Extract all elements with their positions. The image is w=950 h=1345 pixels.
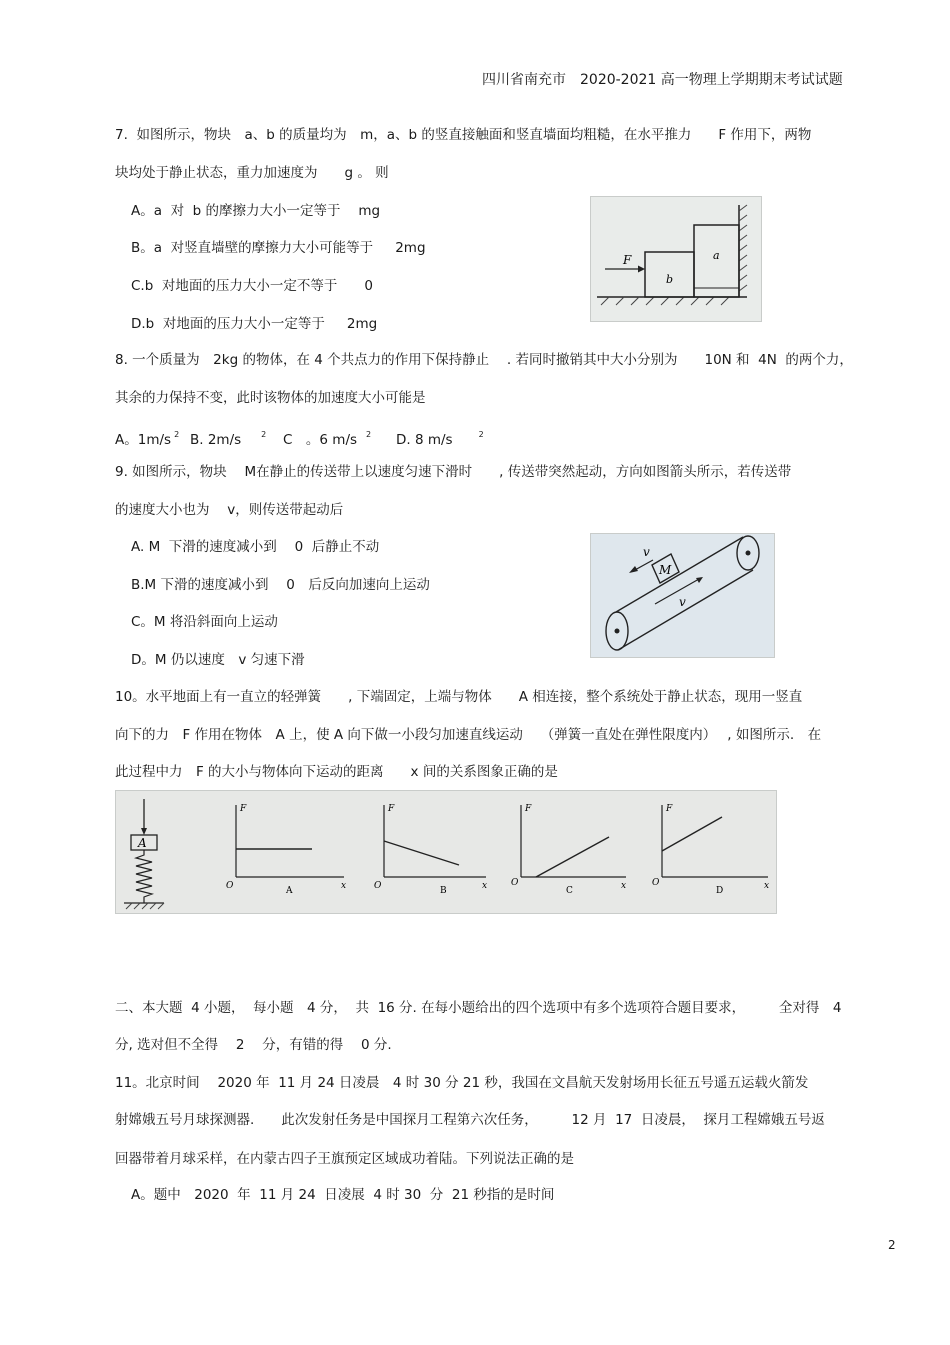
force-label: F (623, 253, 632, 267)
spring (136, 850, 152, 903)
q8-stem-line2: 其余的力保持不变，此时该物体的加速度大小可能是 (115, 390, 426, 406)
q11-option-a: A。题中 2020 年 11 月 24 日凌展 4 时 30 分 21 秒指的是时间 (131, 1187, 555, 1203)
q11-stem-line3: 回器带着月球采样，在内蒙古四子王旗预定区域成功着陆。下列说法正确的是 (115, 1151, 574, 1167)
graph-d-caption: D (716, 886, 724, 896)
graph-d-f-label: F (666, 804, 673, 814)
q8-option-b: B. 2m/s $^2$ (190, 430, 267, 448)
upper-roller-axle (746, 551, 751, 556)
q10-graphs-figure (115, 790, 777, 914)
q9-stem-line2: 的速度大小也为 v，则传送带起动后 (115, 502, 344, 518)
q7-option-a: A。a 对 b 的摩擦力大小一定等于 mg (131, 203, 381, 219)
graph-b-x-label: x (482, 881, 488, 891)
q8-option-d: D. 8 m/s $^2$ (396, 430, 484, 448)
q11-stem-line1: 11。北京时间 2020 年 11 月 24 日凌晨 4 时 30 分 21 秒，我国在文昌航天发射场用长征五号遥五运载火箭发 (115, 1075, 809, 1091)
graph-b-origin: O (374, 881, 382, 891)
graph-d-origin: O (652, 878, 660, 888)
graph-c-origin: O (511, 878, 519, 888)
page-header: 四川省南充市 2020-2021 高一物理上学期期末考试试题 (482, 72, 843, 88)
velocity-label-belt: v (679, 595, 686, 609)
q9-stem-line1: 9. 如图所示，物块 M在静止的传送带上以速度匀速下滑时 , 传送带突然起动，方向如图箭头所示，若传送带 (115, 464, 792, 480)
section2-instructions-line1: 二、本大题 4 小题， 每小题 4 分， 共 16 分. 在每小题给出的四个选项中有多个选项符合题目要求， 全对得 4 (115, 1000, 842, 1016)
wall-hatch (739, 205, 747, 291)
block-a-label: A (138, 836, 147, 850)
velocity-arrowhead-m (629, 566, 638, 573)
belt-bottom-edge (618, 570, 753, 650)
graph-a-origin: O (226, 881, 234, 891)
q10-stem-line2: 向下的力 F 作用在物体 A 上，使 A 向下做一小段匀加速直线运动 （弹簧一直处在弹性限度内） , 如图所示. 在 (115, 727, 822, 743)
velocity-label-m: v (643, 545, 650, 559)
q10-stem-line1: 10。水平地面上有一直立的轻弹簧 , 下端固定，上端与物体 A 相连接，整个系统处于静止状态，现用一竖直 (115, 689, 803, 705)
q7-option-c: C.b 对地面的压力大小一定不等于 0 (131, 278, 373, 294)
graph-b-caption: B (440, 886, 447, 896)
q10-stem-line3: 此过程中力 F 的大小与物体向下运动的距离 x 间的关系图象正确的是 (115, 764, 558, 780)
q8-option-a: A。1m/s $^2$ (115, 430, 180, 448)
graph-d-x-label: x (764, 881, 770, 891)
graph-b-line (384, 841, 459, 865)
q7-blocks-figure (590, 196, 762, 322)
section2-instructions-line2: 分, 选对但不全得 2 分，有错的得 0 分. (115, 1037, 392, 1053)
q9-option-d: D。M 仍以速度 v 匀速下滑 (131, 652, 305, 668)
graph-d-line (662, 817, 722, 851)
graph-b-f-label: F (388, 804, 395, 814)
q9-conveyor-figure (590, 533, 775, 658)
q9-option-c: C。M 将沿斜面向上运动 (131, 614, 278, 630)
q9-option-a: A. M 下滑的速度减小到 0 后静止不动 (131, 539, 380, 555)
block-m-label: M (659, 563, 672, 577)
spring-ground-hatch (126, 903, 164, 909)
q7-stem-line2: 块均处于静止状态，重力加速度为 g 。 则 (115, 165, 389, 181)
graph-a-caption: A (286, 886, 293, 896)
q7-blocks-diagram (591, 197, 761, 321)
q7-stem-line1: 7. 如图所示，物块 a、b 的质量均为 m，a、b 的竖直接触面和竖直墙面均粗糙，在水平推力 F 作用下，两物 (115, 127, 812, 143)
page-number: 2 (888, 1238, 896, 1252)
q7-option-d: D.b 对地面的压力大小一定等于 2mg (131, 316, 378, 332)
graph-a-x-label: x (341, 881, 347, 891)
push-force-arrowhead (141, 828, 147, 835)
graph-c-caption: C (566, 886, 573, 896)
block-a-label: a (713, 249, 720, 262)
q9-conveyor-diagram (591, 534, 774, 657)
ground-hatch (601, 297, 729, 305)
q8-option-c: C 。6 m/s $^2$ (283, 430, 372, 448)
lower-roller-axle (615, 629, 620, 634)
q10-graphs-diagram (116, 791, 776, 913)
q11-stem-line2: 射嫦娥五号月球探测器. 此次发射任务是中国探月工程第六次任务， 12 月 17 日凌晨， 探月工程嫦娥五号返 (115, 1112, 825, 1128)
q9-option-b: B.M 下滑的速度减小到 0 后反向加速向上运动 (131, 577, 430, 593)
graph-c-f-label: F (525, 804, 532, 814)
force-arrowhead (638, 266, 645, 273)
graph-c-line (536, 837, 609, 877)
graph-c-x-label: x (621, 881, 627, 891)
q7-option-b: B。a 对竖直墙壁的摩擦力大小可能等于 2mg (131, 240, 426, 256)
graph-a-f-label: F (240, 804, 247, 814)
q8-stem-line1: 8. 一个质量为 2kg 的物体，在 4 个共点力的作用下保持静止 . 若同时撤销其中大小分别为 10N 和 4N 的两个力， (115, 352, 853, 368)
block-b-label: b (666, 273, 674, 286)
